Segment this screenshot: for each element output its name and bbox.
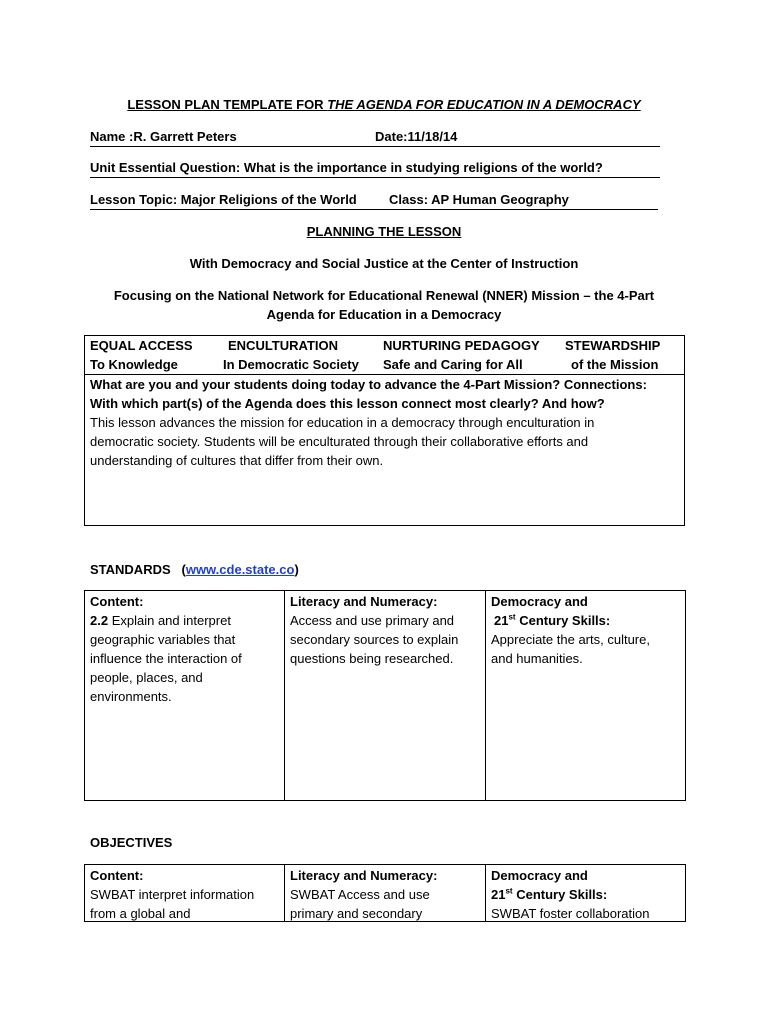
title-prefix: LESSON PLAN TEMPLATE FOR: [127, 97, 328, 112]
agenda-answer-box: [84, 374, 685, 526]
agenda-to-knowledge: To Knowledge: [90, 357, 178, 372]
agenda-stewardship: STEWARDSHIP: [565, 338, 661, 353]
lesson-topic: Lesson Topic: Major Religions of the World: [90, 192, 357, 207]
standards-democracy-skills: Century Skills:: [515, 613, 611, 628]
standards-literacy-heading: Literacy and Numeracy:: [290, 594, 438, 609]
objectives-table: [84, 864, 686, 922]
class-name: Class: AP Human Geography: [389, 192, 569, 207]
planning-heading: PLANNING THE LESSON: [306, 224, 462, 239]
agenda-of-mission: of the Mission: [571, 357, 659, 372]
objectives-democracy-line-1: SWBAT foster collaboration: [491, 906, 650, 921]
objectives-democracy-sup: st: [505, 886, 513, 896]
lesson-topic-row: [90, 190, 658, 210]
essential-question: Unit Essential Question: What is the importance in studying religions of the world?: [90, 160, 603, 175]
agenda-header-box: [84, 335, 685, 375]
standards-content-heading: Content:: [90, 594, 144, 609]
objectives-democracy-heading-2: [491, 885, 680, 904]
agenda-answer-2: democratic society. Students will be enculturated through their collaborative efforts and: [90, 434, 589, 449]
standards-content-line-2: geographic variables that: [90, 632, 236, 647]
standards-democracy-heading-2: [491, 611, 680, 630]
standards-label: STANDARDS (www.cde.state.co): [90, 562, 299, 577]
agenda-safe-caring: Safe and Caring for All: [383, 357, 523, 372]
standards-content-line-3: influence the interaction of: [90, 651, 242, 666]
agenda-in-democratic-society: In Democratic Society: [223, 357, 359, 372]
standards-democracy-heading-1: Democracy and: [491, 594, 588, 609]
agenda-equal-access: EQUAL ACCESS: [90, 338, 193, 353]
standards-democracy-sup: st: [508, 612, 516, 622]
standards-table: [84, 590, 686, 801]
objectives-democracy-num: 21: [491, 887, 506, 902]
standards-content-number: 2.2: [90, 613, 109, 628]
standards-text: STANDARDS: [90, 562, 171, 577]
objectives-content-line-2: from a global and: [90, 906, 191, 921]
agenda-top-row: [90, 336, 679, 355]
objectives-content-cell: [85, 865, 285, 921]
objectives-content-line-1: SWBAT interpret information: [90, 887, 255, 902]
objectives-democracy-skills: Century Skills:: [512, 887, 608, 902]
name-date-row: [90, 127, 660, 147]
standards-content-line-1: Explain and interpret: [108, 613, 231, 628]
standards-content-line-4: people, places, and: [90, 670, 203, 685]
document-title: [84, 95, 684, 114]
standards-literacy-line-2: secondary sources to explain: [290, 632, 459, 647]
objectives-literacy-line-2: primary and secondary: [290, 906, 423, 921]
essential-question-row: [90, 158, 660, 178]
agenda-question-1: What are you and your students doing today to advance the 4-Part Mission? Connections:: [90, 377, 647, 392]
standards-literacy-line-1: Access and use primary and: [290, 613, 455, 628]
agenda-bottom-row: [90, 355, 679, 374]
focus-line-1: Focusing on the National Network for Educational Renewal (NNER) Mission – the 4-Part: [113, 288, 655, 303]
objectives-literacy-cell: [285, 865, 486, 921]
standards-content-line-5: environments.: [90, 689, 172, 704]
objectives-democracy-cell: [486, 865, 685, 921]
objectives-literacy-line-1: SWBAT Access and use: [290, 887, 430, 902]
standards-literacy-line-3: questions being researched.: [290, 651, 454, 666]
agenda-enculturation: ENCULTURATION: [228, 338, 339, 353]
agenda-nurturing-pedagogy: NURTURING PEDAGOGY: [383, 338, 540, 353]
objectives-democracy-heading-1: Democracy and: [491, 868, 588, 883]
objectives-content-heading: Content:: [90, 868, 144, 883]
standards-democracy-line-2: and humanities.: [491, 651, 583, 666]
standards-literacy-cell: [285, 591, 486, 800]
standards-democracy-cell: [486, 591, 685, 800]
agenda-question-2: With which part(s) of the Agenda does this lesson connect most clearly? And how?: [90, 396, 605, 411]
lesson-date: Date:11/18/14: [375, 129, 458, 144]
focus-line-2: Agenda for Education in a Democracy: [266, 307, 502, 322]
agenda-answer-1: This lesson advances the mission for education in a democracy through enculturation in: [90, 415, 595, 430]
title-italic: THE AGENDA FOR EDUCATION IN A DEMOCRACY: [327, 97, 641, 112]
objectives-literacy-heading: Literacy and Numeracy:: [290, 868, 438, 883]
planning-subheading: With Democracy and Social Justice at the Center of Instruction: [189, 256, 579, 271]
teacher-name: Name :R. Garrett Peters: [90, 129, 237, 144]
standards-democracy-num: 21: [494, 613, 509, 628]
standards-democracy-line-1: Appreciate the arts, culture,: [491, 632, 650, 647]
standards-link[interactable]: www.cde.state.co: [185, 562, 295, 577]
standards-content-cell: [85, 591, 285, 800]
agenda-answer-3: understanding of cultures that differ from their own.: [90, 453, 384, 468]
objectives-label: OBJECTIVES: [90, 835, 173, 850]
